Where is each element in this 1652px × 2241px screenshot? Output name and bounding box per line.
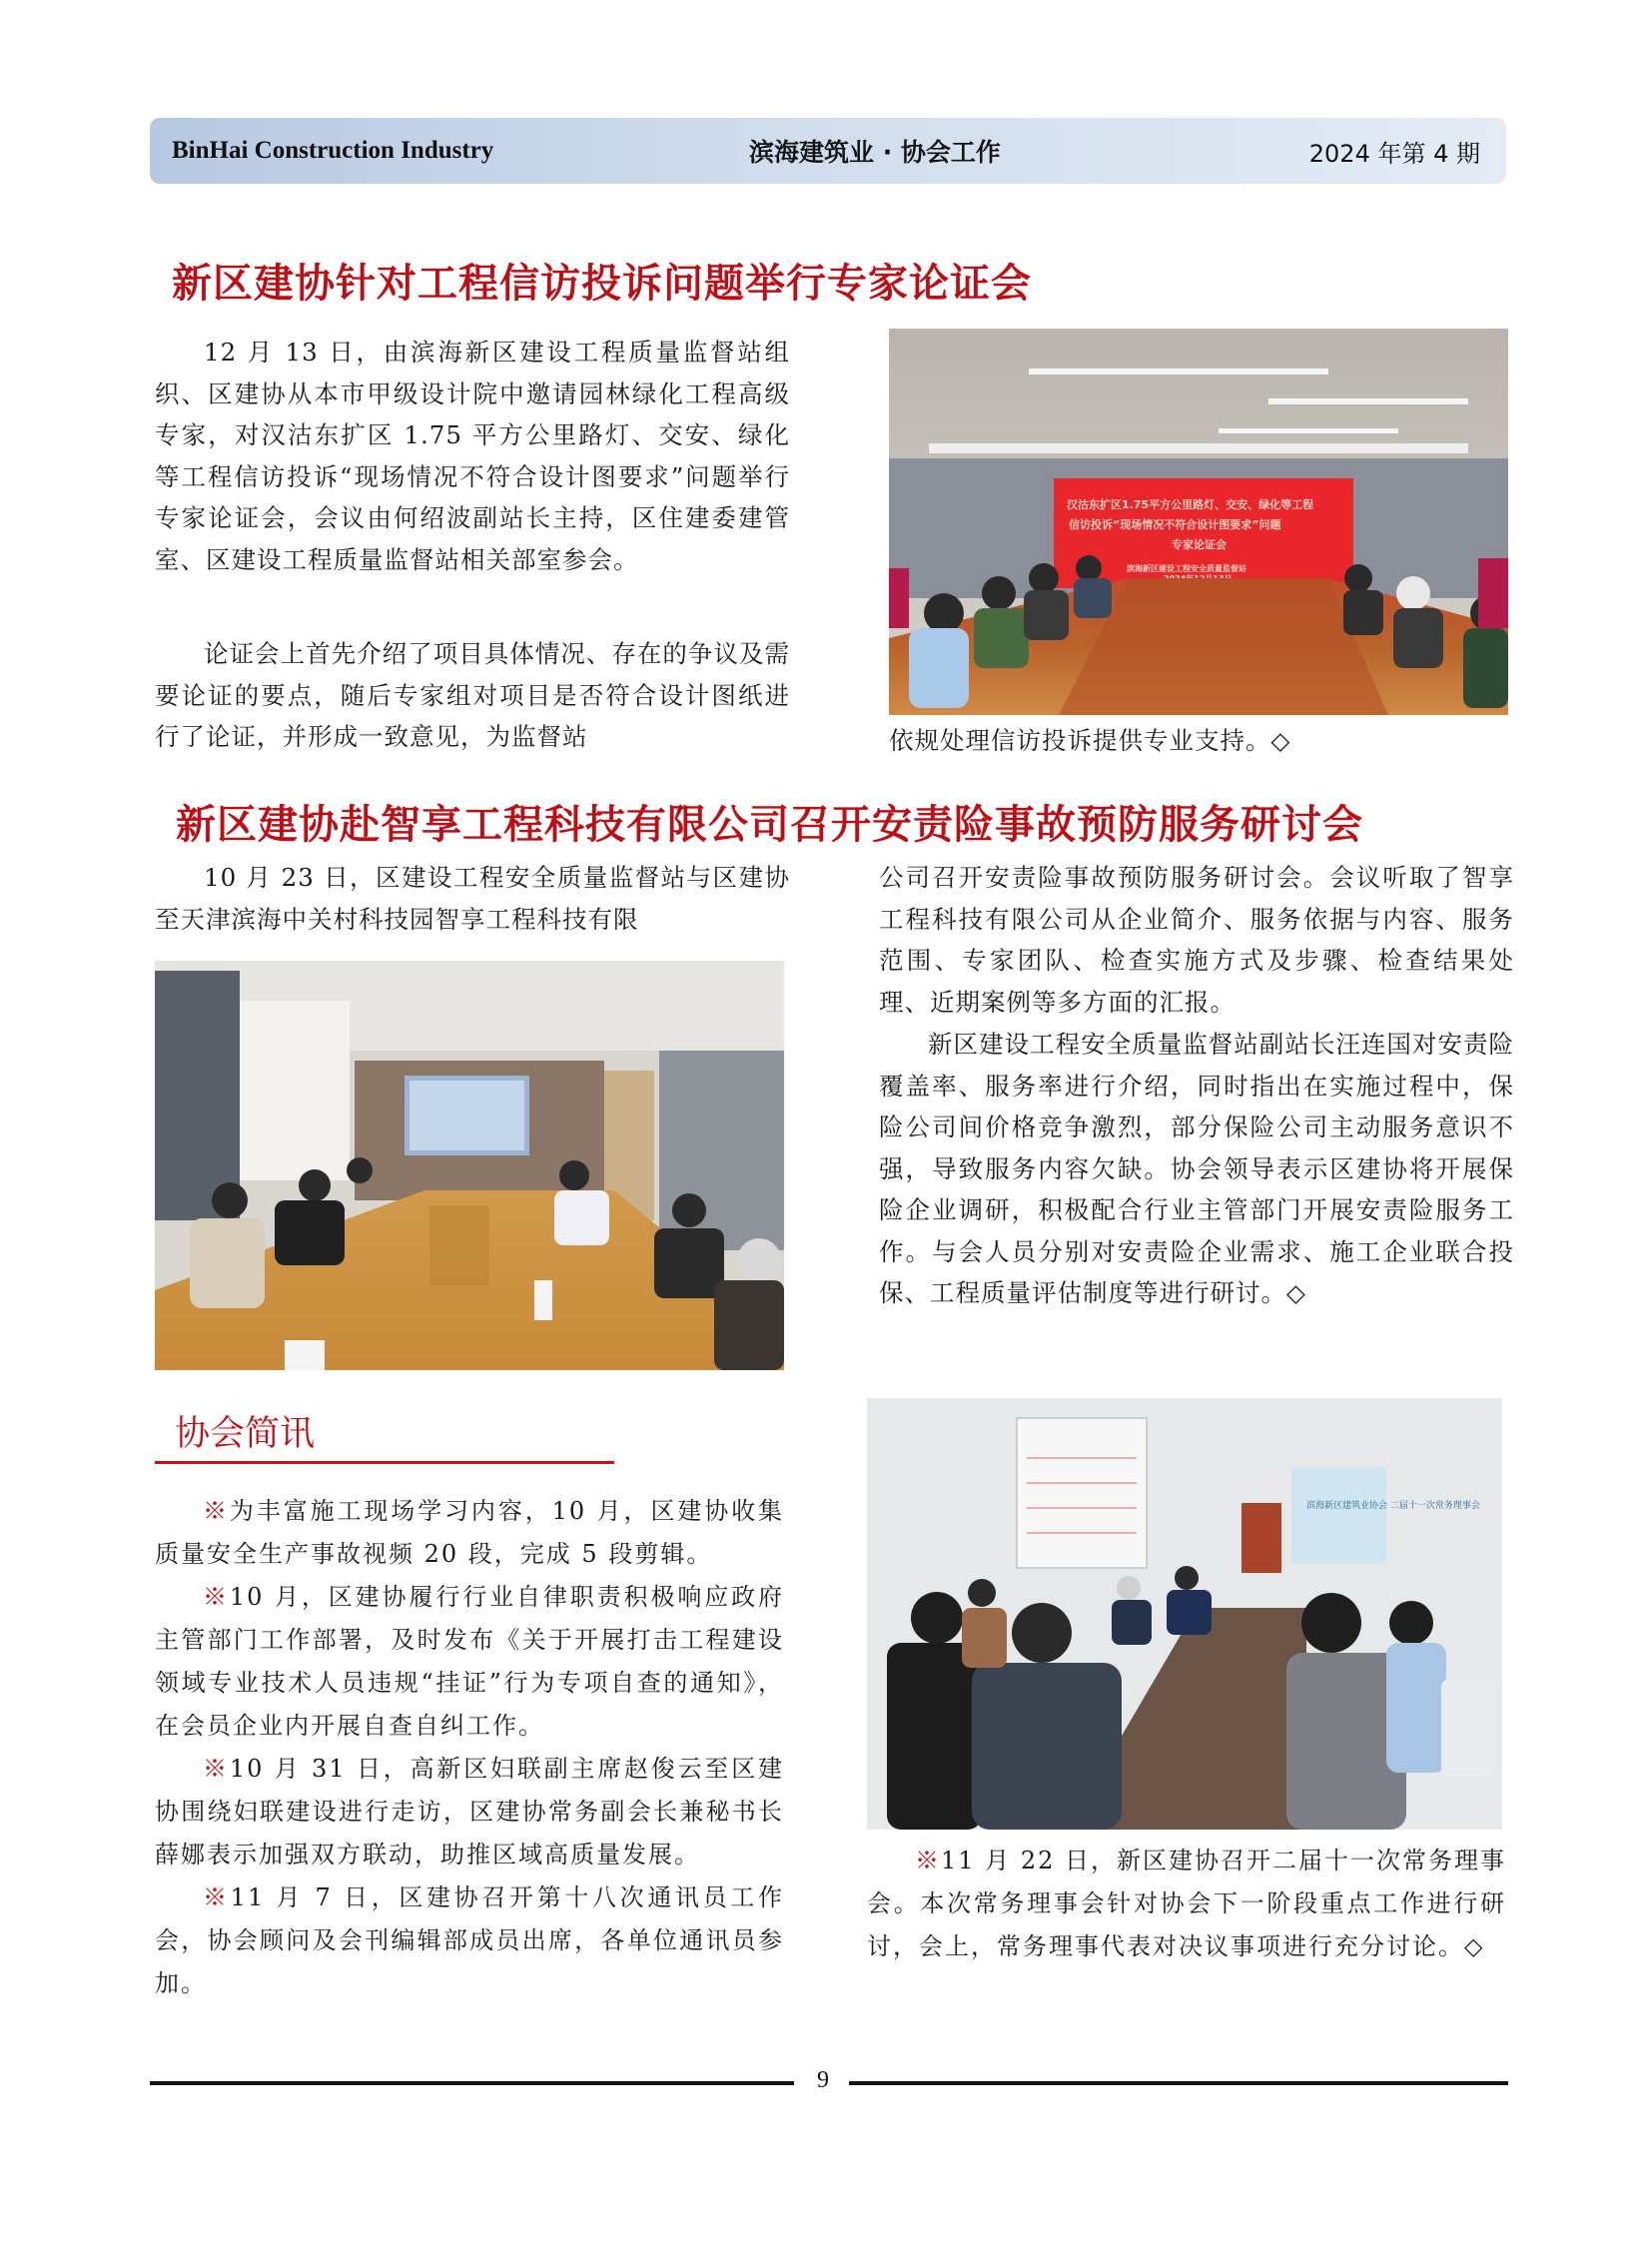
publication-section-cn: 滨海建筑业 · 协会工作 (749, 138, 1001, 167)
article1-paragraph-2: 论证会上首先介绍了项目具体情况、存在的争议及需要论证的要点，随后专家组对项目是否符合设计图纸进行了论证，并形成一致意见，为监督站 (155, 639, 790, 751)
article2-paragraph-2: 公司召开安责险事故预防服务研讨会。会议听取了智享工程科技有限公司从企业简介、服务依据与内容、服务范围、专家团队、检查实施方式及步骤、检查结果处理、近期案例等多方面的汇报。 (879, 863, 1514, 1017)
svg-text:滨海新区建设工程安全质量监督站: 滨海新区建设工程安全质量监督站 (1127, 564, 1246, 573)
svg-text:信访投诉“现场情况不符合设计图要求”问题: 信访投诉“现场情况不符合设计图要求”问题 (1069, 518, 1281, 531)
brief-item: ※为丰富施工现场学习内容，10 月，区建协收集质量安全生产事故视频 20 段，完成 5 段剪辑。 (155, 1497, 785, 1568)
article-title-expert-review: 新区建协针对工程信访投诉问题举行专家论证会 (172, 261, 1032, 307)
article-title-insurance-seminar: 新区建协赴智享工程科技有限公司召开安责险事故预防服务研讨会 (176, 802, 1363, 848)
footer-rule-right (849, 2081, 1508, 2085)
meeting-room-image (889, 329, 1508, 715)
seminar-room-image (155, 961, 784, 1370)
photo-standing-council-meeting (867, 1398, 1502, 1830)
article1-paragraph-1: 12 月 13 日，由滨海新区建设工程质量监督站组织、区建协从本市甲级设计院中邀请园林绿化工程高级专家，对汉沽东扩区 1.75 平方公里路灯、交安、绿化等工程信访投诉“现场情况不符合设计图要求”问题举行专家论证会，会议由何绍波副站长主持，区住建委建管室、区建设工程质量监督站相关部室参会。 (155, 338, 790, 574)
issue-number: 2024 年第 4 期 (1308, 139, 1480, 168)
svg-text:滨海新区建筑业协会 二届十一次常务理事会: 滨海新区建筑业协会 二届十一次常务理事会 (1306, 1501, 1480, 1511)
brief-with-photo (867, 1840, 1506, 1968)
photo-insurance-seminar (155, 961, 784, 1370)
svg-text:专家论证会: 专家论证会 (1172, 538, 1227, 551)
article1-continuation: 依规处理信访投诉提供专业支持。◇ (889, 726, 1291, 755)
article2-paragraph-3: 新区建设工程安全质量监督站副站长汪连国对安责险覆盖率、服务率进行介绍，同时指出在实施过程中，保险公司间价格竞争激烈，部分保险公司主动服务意识不强，导致服务内容欠缺。协会领导表示区建协将开展保险企业调研，积极配合行业主管部门开展安责险服务工作。与会人员分别对安责险企业需求、施工企业联合投保、工程质量评估制度等进行研讨。◇ (879, 1030, 1514, 1307)
publication-name-en: BinHai Construction Industry (172, 137, 494, 164)
footer-rule-left (150, 2081, 794, 2085)
section-heading-underline (155, 1461, 614, 1464)
svg-text:汉沽东扩区1.75平方公里路灯、交安、绿化等工程: 汉沽东扩区1.75平方公里路灯、交安、绿化等工程 (1067, 498, 1314, 511)
brief-item: ※10 月，区建协履行行业自律职责积极响应政府主管部门工作部署，及时发布《关于开展打击工程建设领域专业技术人员违规“挂证”行为专项自查的通知》，在会员企业内开展自查自纠工作。 (155, 1583, 785, 1740)
running-header (150, 118, 1506, 184)
council-meeting-image (867, 1398, 1502, 1830)
reference-mark-icon: ※ (203, 1883, 231, 1911)
brief-item: ※10 月 31 日，高新区妇联副主席赵俊云至区建协围绕妇联建设进行走访，区建协常务副会长兼秘书长薛娜表示加强双方联动，助推区域高质量发展。 (155, 1755, 785, 1868)
page-number: 9 (817, 2067, 829, 2093)
briefs-list (155, 1490, 784, 2005)
reference-mark-icon: ※ (203, 1497, 230, 1525)
reference-mark-icon: ※ (203, 1755, 230, 1783)
photo-expert-review-meeting (889, 329, 1508, 715)
section-heading-briefs: 协会简讯 (175, 1414, 316, 1454)
reference-mark-icon: ※ (915, 1847, 942, 1874)
brief-item: ※11 月 7 日，区建协召开第十八次通讯员工作会，协会顾问及会刊编辑部成员出席，各单位通讯员参加。 (155, 1883, 784, 1997)
brief-item: ※11 月 22 日，新区建协召开二届十一次常务理事会。本次常务理事会针对协会下一阶段重点工作进行研讨，会上，常务理事代表对决议事项进行充分讨论。◇ (867, 1847, 1507, 1960)
article2-paragraph-1: 10 月 23 日，区建设工程安全质量监督站与区建协至天津滨海中关村科技园智享工程科技有限 (155, 863, 790, 934)
reference-mark-icon: ※ (203, 1583, 230, 1611)
